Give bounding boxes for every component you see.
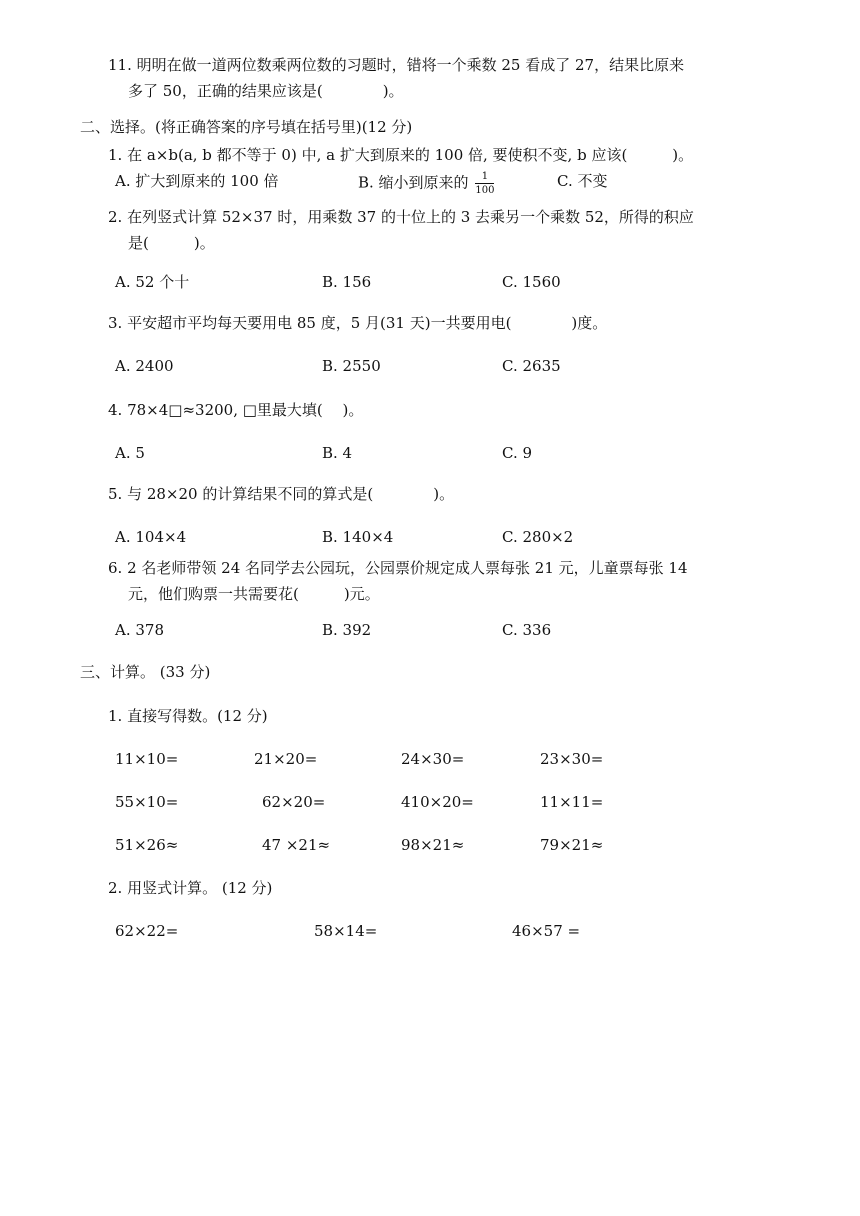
calc-item: 98×21≈ <box>401 836 465 854</box>
calc-item: 51×26≈ <box>115 836 179 854</box>
calc-item: 11×10= <box>115 750 179 768</box>
vertical-calc-item: 62×22= <box>115 922 179 940</box>
fraction-one-hundredth <box>475 171 494 196</box>
s2-q5-option-c: C. 280×2 <box>502 528 574 546</box>
s2-q5-option-a: A. 104×4 <box>115 528 187 546</box>
s2-q4-option-c: C. 9 <box>502 444 533 462</box>
s2-q2-option-b: B. 156 <box>322 273 372 291</box>
s2-q1-option-c: C. 不变 <box>557 172 608 190</box>
calc-item: 24×30= <box>401 750 465 768</box>
vertical-calc-item: 46×57 = <box>512 922 581 940</box>
vertical-calc-item: 58×14= <box>314 922 378 940</box>
s2-q4-option-a: A. 5 <box>115 444 145 462</box>
s2-q4-text: 4. 78×4□≈3200, □里最大填( )。 <box>108 401 364 419</box>
calc-item: 62×20= <box>262 793 326 811</box>
s2-q2-option-c: C. 1560 <box>502 273 561 291</box>
s2-q6-text-2: 元，他们购票一共需要花( )元。 <box>128 585 380 603</box>
s3-sub2-title: 2. 用竖式计算。 (12 分) <box>108 879 273 897</box>
s2-q3-option-a: A. 2400 <box>115 357 174 375</box>
s2-q6-option-c: C. 336 <box>502 621 552 639</box>
calc-item: 79×21≈ <box>540 836 604 854</box>
s2-q1-option-b-text: B. 缩小到原来的 <box>358 173 469 192</box>
s2-q5-text: 5. 与 28×20 的计算结果不同的算式是( )。 <box>108 485 455 503</box>
s2-q1-option-a: A. 扩大到原来的 100 倍 <box>115 172 279 190</box>
q11-line-1: 11. 明明在做一道两位数乘两位数的习题时，错将一个乘数 25 看成了 27，结果比原来 <box>108 56 685 74</box>
section-3-title: 三、计算。 (33 分) <box>80 663 211 681</box>
s2-q2-text-2: 是( )。 <box>128 234 215 252</box>
q11-line-2: 多了 50，正确的结果应该是( )。 <box>128 82 404 100</box>
calc-item: 21×20= <box>254 750 318 768</box>
s2-q3-text: 3. 平安超市平均每天要用电 85 度，5 月(31 天)一共要用电( )度。 <box>108 314 608 332</box>
s2-q1-text: 1. 在 a×b(a, b 都不等于 0) 中, a 扩大到原来的 100 倍, 要使积不变, b 应该( )。 <box>108 146 694 164</box>
s2-q6-text-1: 6. 2 名老师带领 24 名同学去公园玩，公园票价规定成人票每张 21 元，儿童票每张 14 <box>108 559 688 577</box>
calc-item: 11×11= <box>540 793 604 811</box>
s2-q3-option-c: C. 2635 <box>502 357 561 375</box>
s2-q6-option-b: B. 392 <box>322 621 372 639</box>
s2-q4-option-b: B. 4 <box>322 444 353 462</box>
s2-q3-option-b: B. 2550 <box>322 357 381 375</box>
calc-item: 55×10= <box>115 793 179 811</box>
s2-q1-option-b <box>358 171 494 196</box>
fraction-denominator: 100 <box>475 185 495 196</box>
s2-q5-option-b: B. 140×4 <box>322 528 394 546</box>
s2-q6-option-a: A. 378 <box>115 621 164 639</box>
s2-q2-option-a: A. 52 个十 <box>115 273 190 291</box>
s2-q2-text-1: 2. 在列竖式计算 52×37 时，用乘数 37 的十位上的 3 去乘另一个乘数 52，所得的积应 <box>108 208 694 226</box>
section-2-title: 二、选择。(将正确答案的序号填在括号里)(12 分) <box>80 118 413 136</box>
calc-item: 47 ×21≈ <box>262 836 331 854</box>
fraction-numerator: 1 <box>481 171 489 182</box>
s3-sub1-title: 1. 直接写得数。(12 分) <box>108 707 268 725</box>
calc-item: 410×20= <box>401 793 474 811</box>
calc-item: 23×30= <box>540 750 604 768</box>
fraction-bar <box>475 183 494 184</box>
